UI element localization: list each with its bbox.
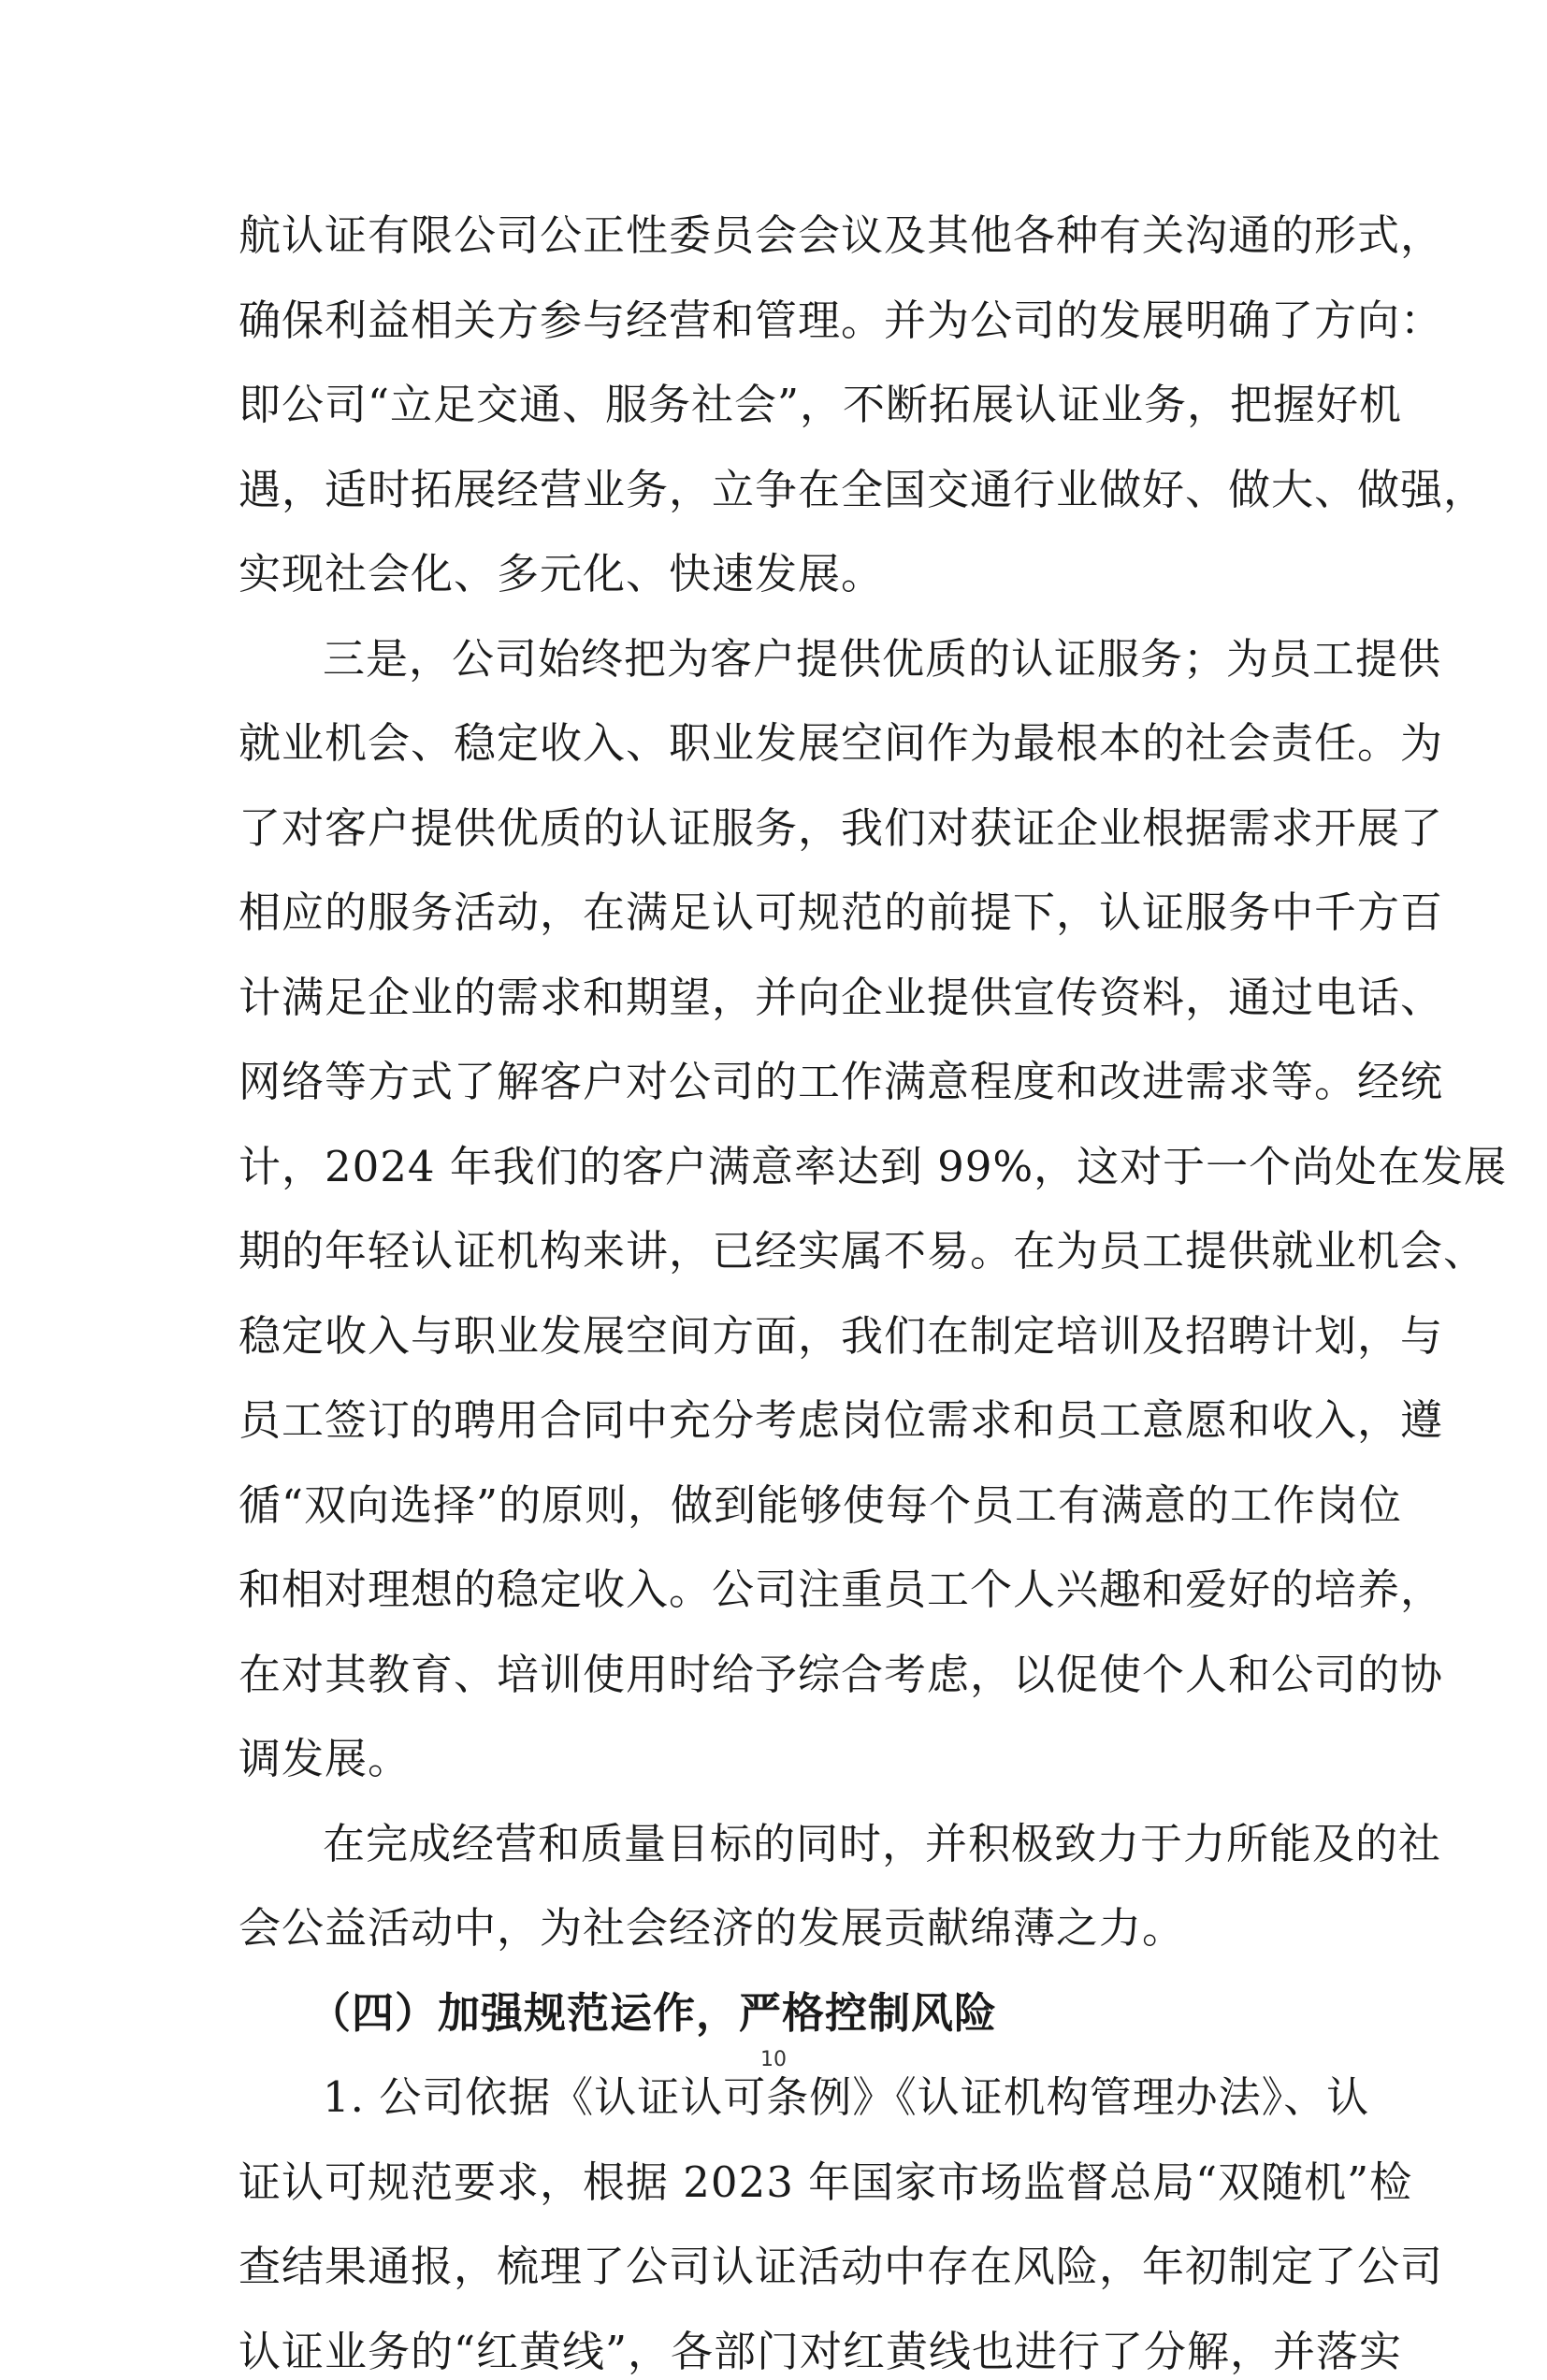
body-line: 即公司“立足交通、服务社会”，不断拓展认证业务，把握好机 — [239, 380, 1403, 429]
body-line: 了对客户提供优质的认证服务，我们对获证企业根据需求开展了 — [239, 803, 1444, 853]
body-line: 航认证有限公司公正性委员会会议及其他各种有关沟通的形式， — [239, 210, 1444, 260]
body-line: 和相对理想的稳定收入。公司注重员工个人兴趣和爱好的培养， — [239, 1565, 1444, 1614]
body-line: 查结果通报，梳理了公司认证活动中存在风险，年初制定了公司 — [239, 2242, 1444, 2291]
body-line: 员工签订的聘用合同中充分考虑岗位需求和员工意愿和收入，遵 — [239, 1395, 1444, 1445]
body-line: 相应的服务活动，在满足认可规范的前提下，认证服务中千方百 — [239, 887, 1444, 937]
body-line: 遇，适时拓展经营业务，立争在全国交通行业做好、做大、做强， — [239, 465, 1487, 514]
body-line: 实现社会化、多元化、快速发展。 — [239, 549, 885, 599]
body-line: 在完成经营和质量目标的同时，并积极致力于力所能及的社 — [323, 1819, 1442, 1868]
body-line: 认证业务的“红黄线”，各部门对红黄线也进行了分解，并落实 — [239, 2327, 1403, 2376]
body-line: 网络等方式了解客户对公司的工作满意程度和改进需求等。经统 — [239, 1057, 1444, 1106]
body-line: 计满足企业的需求和期望，并向企业提供宣传资料，通过电话、 — [239, 973, 1444, 1022]
section-heading: （四）加强规范运作，严格控制风险 — [309, 1988, 998, 2038]
body-line: 稳定收入与职业发展空间方面，我们在制定培训及招聘计划，与 — [239, 1311, 1444, 1361]
body-line: 在对其教育、培训使用时给予综合考虑，以促使个人和公司的协 — [239, 1650, 1444, 1699]
body-line: 三是，公司始终把为客户提供优质的认证服务；为员工提供 — [323, 634, 1442, 684]
body-line: 证认可规范要求，根据 2023 年国家市场监督总局“双随机”检 — [239, 2157, 1413, 2207]
body-line: 循“双向选择”的原则，做到能够使每个员工有满意的工作岗位 — [239, 1480, 1403, 1530]
page-number: 10 — [760, 2048, 787, 2071]
body-line: 会公益活动中，为社会经济的发展贡献绵薄之力。 — [239, 1903, 1186, 1953]
body-line: 调发展。 — [239, 1734, 412, 1783]
body-line: 1. 公司依据《认证认可条例》《认证机构管理办法》、认 — [323, 2072, 1370, 2122]
body-line: 就业机会、稳定收入、职业发展空间作为最根本的社会责任。为 — [239, 718, 1444, 768]
body-line: 确保利益相关方参与经营和管理。并为公司的发展明确了方向： — [239, 296, 1444, 345]
body-line: 期的年轻认证机构来讲，已经实属不易。在为员工提供就业机会、 — [239, 1226, 1487, 1276]
body-line: 计，2024 年我们的客户满意率达到 99%，这对于一个尚处在发展 — [239, 1142, 1508, 1191]
